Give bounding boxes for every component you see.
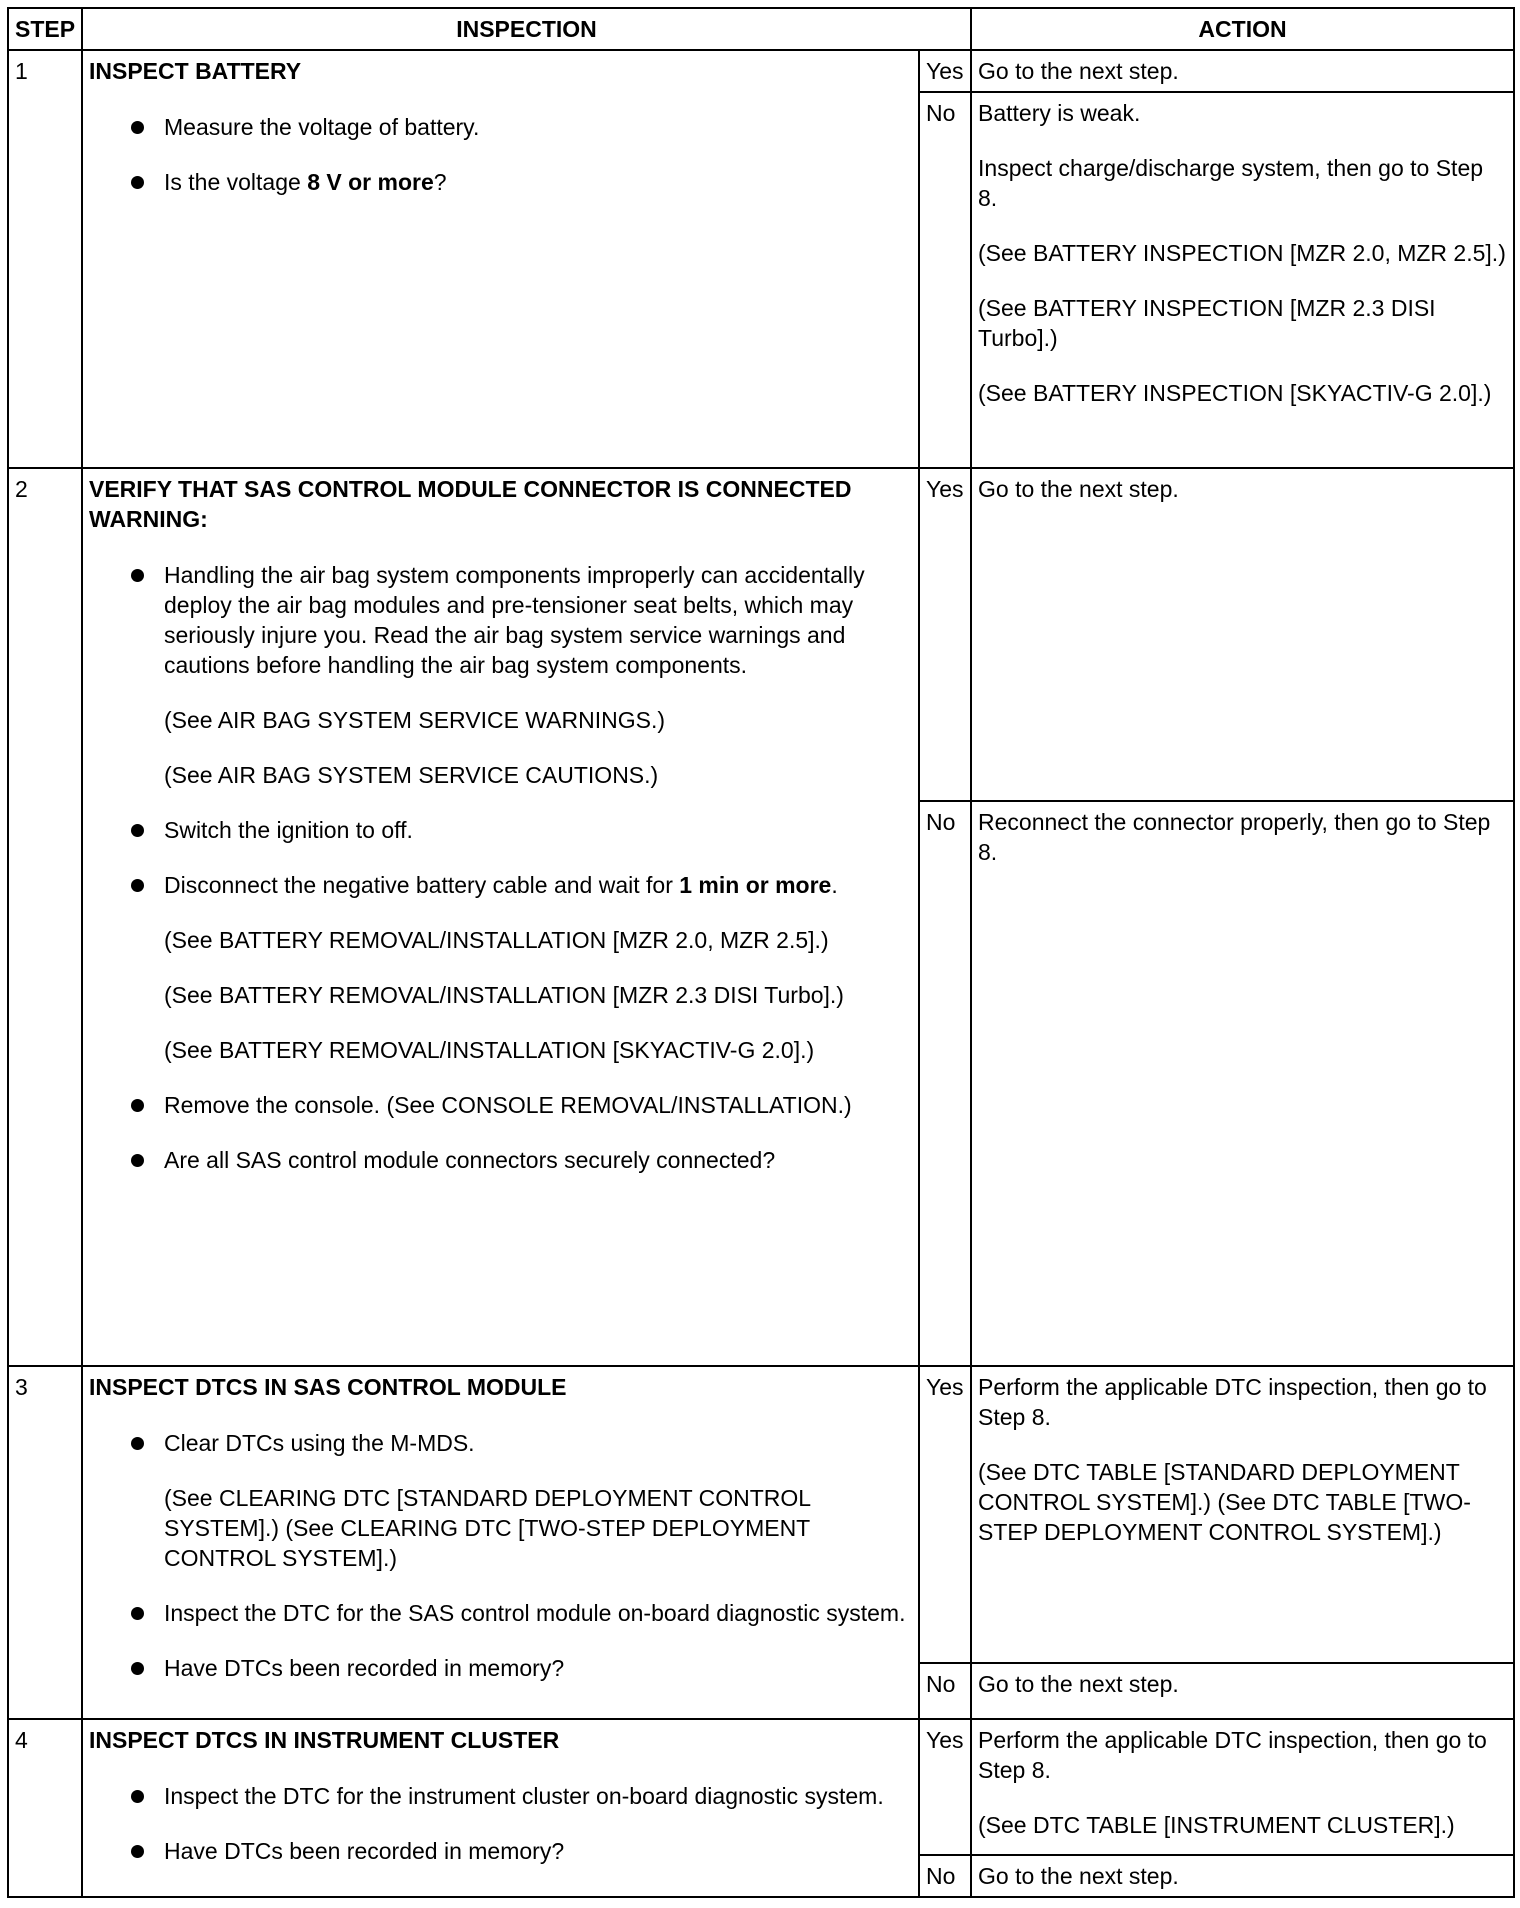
- list-item: Clear DTCs using the M-MDS. (See CLEARING DTC [STANDARD DEPLOYMENT CONTROL SYSTEM].) (See CLEARING DTC [TWO-STEP DEPLOYMENT CONTROL SYSTEM].): [89, 1428, 912, 1573]
- list-item: Remove the console. (See CONSOLE REMOVAL/INSTALLATION.): [89, 1090, 912, 1120]
- yes-label: Yes: [919, 50, 971, 92]
- header-inspection: INSPECTION: [82, 8, 971, 50]
- reference-text: (See BATTERY REMOVAL/INSTALLATION [SKYACTIV-G 2.0].): [164, 1037, 815, 1063]
- bullet-icon: [131, 1154, 144, 1167]
- step-number: 4: [8, 1719, 82, 1897]
- step-title: INSPECT BATTERY: [89, 58, 302, 84]
- bullet-icon: [131, 824, 144, 837]
- reference-text: (See BATTERY REMOVAL/INSTALLATION [MZR 2.0, MZR 2.5].): [164, 927, 829, 953]
- bullet-list: [89, 560, 912, 1175]
- no-action: Battery is weak. Inspect charge/discharge system, then go to Step 8. (See BATTERY INSPECTION [MZR 2.0, MZR 2.5].) (See BATTERY INSPECTION [MZR 2.3 DISI Turbo].) (See BATTERY INSPECTION [SKYACTIV-G 2.0].): [971, 92, 1514, 468]
- bullet-icon: [131, 1099, 144, 1112]
- list-item: Are all SAS control module connectors securely connected?: [89, 1145, 912, 1175]
- no-label: No: [919, 1855, 971, 1897]
- step-title: VERIFY THAT SAS CONTROL MODULE CONNECTOR IS CONNECTED: [89, 476, 852, 502]
- bullet-list: [89, 112, 912, 197]
- no-action: Go to the next step.: [971, 1855, 1514, 1897]
- table-header-row: [8, 8, 1514, 50]
- reference-text: (See CLEARING DTC [STANDARD DEPLOYMENT CONTROL SYSTEM].) (See CLEARING DTC [TWO-STEP DEPLOYMENT CONTROL SYSTEM].): [164, 1485, 811, 1571]
- no-action: Go to the next step.: [971, 1663, 1514, 1719]
- header-step: STEP: [8, 8, 82, 50]
- bullet-icon: [131, 1662, 144, 1675]
- list-item: Disconnect the negative battery cable and wait for 1 min or more. (See BATTERY REMOVAL/INSTALLATION [MZR 2.0, MZR 2.5].) (See BATTERY REMOVAL/INSTALLATION [MZR 2.3 DISI Turbo].) (See BATTERY REMOVAL/INSTALLATION [SKYACTIV-G 2.0].): [89, 870, 912, 1065]
- reference-text: (See BATTERY REMOVAL/INSTALLATION [MZR 2.3 DISI Turbo].): [164, 982, 844, 1008]
- step-3-row: [8, 1366, 1514, 1663]
- list-item: Inspect the DTC for the SAS control module on-board diagnostic system.: [89, 1598, 912, 1628]
- list-item: Is the voltage 8 V or more?: [89, 167, 912, 197]
- inspection-table: [7, 7, 1515, 1898]
- step-title: INSPECT DTCS IN INSTRUMENT CLUSTER: [89, 1727, 560, 1753]
- bullet-list: [89, 1428, 912, 1683]
- yes-label: Yes: [919, 468, 971, 801]
- list-item: Have DTCs been recorded in memory?: [89, 1653, 912, 1683]
- bullet-icon: [131, 1607, 144, 1620]
- no-action: Reconnect the connector properly, then go to Step 8.: [971, 801, 1514, 1366]
- no-label: No: [919, 801, 971, 1366]
- bullet-icon: [131, 879, 144, 892]
- step-2-inspection: [82, 468, 919, 1366]
- step-title: INSPECT DTCS IN SAS CONTROL MODULE: [89, 1374, 567, 1400]
- step-2-row: [8, 468, 1514, 801]
- bullet-icon: [131, 176, 144, 189]
- step-3-inspection: [82, 1366, 919, 1719]
- bullet-icon: [131, 569, 144, 582]
- bullet-icon: [131, 1437, 144, 1450]
- bullet-icon: [131, 1845, 144, 1858]
- warning-label: WARNING:: [89, 506, 208, 532]
- bullet-list: [89, 1781, 912, 1866]
- yes-label: Yes: [919, 1366, 971, 1663]
- reference-text: (See AIR BAG SYSTEM SERVICE WARNINGS.): [164, 707, 666, 733]
- step-number: 1: [8, 50, 82, 468]
- list-item: Handling the air bag system components improperly can accidentally deploy the air bag modules and pre-tensioner seat belts, which may seriously injure you. Read the air bag system service warnings and cautions before handling the air bag system components. (See AIR BAG SYSTEM SERVICE WARNINGS.) (See AIR BAG SYSTEM SERVICE CAUTIONS.): [89, 560, 912, 790]
- yes-label: Yes: [919, 1719, 971, 1855]
- step-1-row: [8, 50, 1514, 92]
- bullet-icon: [131, 1790, 144, 1803]
- step-4-row: [8, 1719, 1514, 1855]
- reference-text: (See AIR BAG SYSTEM SERVICE CAUTIONS.): [164, 762, 659, 788]
- list-item: Inspect the DTC for the instrument cluster on-board diagnostic system.: [89, 1781, 912, 1811]
- step-number: 2: [8, 468, 82, 1366]
- step-1-inspection: [82, 50, 919, 468]
- step-4-inspection: [82, 1719, 919, 1897]
- yes-action: Go to the next step.: [971, 468, 1514, 801]
- list-item: Have DTCs been recorded in memory?: [89, 1836, 912, 1866]
- no-label: No: [919, 1663, 971, 1719]
- header-action: ACTION: [971, 8, 1514, 50]
- yes-action: Perform the applicable DTC inspection, then go to Step 8. (See DTC TABLE [STANDARD DEPLOYMENT CONTROL SYSTEM].) (See DTC TABLE [TWO-STEP DEPLOYMENT CONTROL SYSTEM].): [971, 1366, 1514, 1663]
- bullet-icon: [131, 121, 144, 134]
- yes-action: Perform the applicable DTC inspection, then go to Step 8. (See DTC TABLE [INSTRUMENT CLUSTER].): [971, 1719, 1514, 1855]
- yes-action: Go to the next step.: [971, 50, 1514, 92]
- list-item: Switch the ignition to off.: [89, 815, 912, 845]
- step-number: 3: [8, 1366, 82, 1719]
- no-label: No: [919, 92, 971, 468]
- list-item: Measure the voltage of battery.: [89, 112, 912, 142]
